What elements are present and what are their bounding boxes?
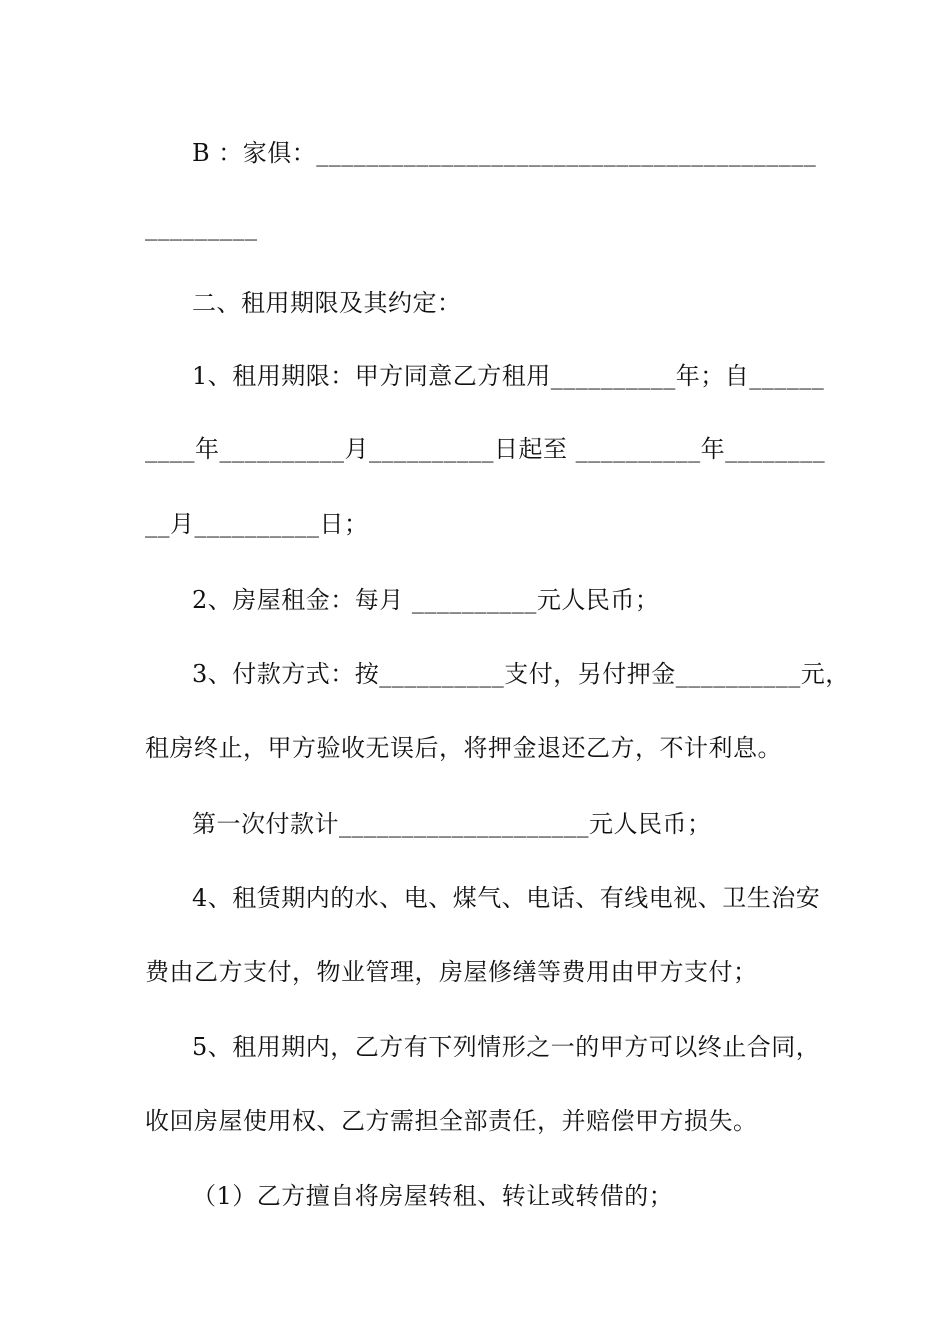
lease-term-end: __月__________日； <box>145 510 369 538</box>
termination-clause: 5、租用期内，乙方有下列情形之一的甲方可以终止合同， <box>192 1033 821 1061</box>
rent-clause: 2、房屋租金：每月 __________元人民币； <box>192 586 660 614</box>
section-heading-lease-term: 二、租用期限及其约定： <box>192 289 462 317</box>
furniture-line: B ：家俱：________________________________________ <box>192 139 817 167</box>
termination-clause-continued: 收回房屋使用权、乙方需担全部责任，并赔偿甲方损失。 <box>145 1107 758 1135</box>
termination-item-1: （1）乙方擅自将房屋转租、转让或转借的； <box>192 1182 674 1210</box>
first-payment-line: 第一次付款计____________________元人民币； <box>192 810 712 838</box>
utilities-clause-continued: 费由乙方支付，物业管理，房屋修缮等费用由甲方支付； <box>145 958 758 986</box>
payment-method-clause: 3、付款方式：按__________支付，另付押金__________元， <box>192 660 850 688</box>
lease-term-dates: ____年__________月__________日起至 __________年________ <box>145 435 826 463</box>
deposit-return-text: 租房终止，甲方验收无误后，将押金退还乙方，不计利息。 <box>145 734 782 762</box>
utilities-clause: 4、租赁期内的水、电、煤气、电话、有线电视、卫生治安 <box>192 884 821 912</box>
lease-term-clause: 1、租用期限：甲方同意乙方租用__________年；自______ <box>192 362 825 390</box>
furniture-line-continued: _________ <box>145 213 258 241</box>
